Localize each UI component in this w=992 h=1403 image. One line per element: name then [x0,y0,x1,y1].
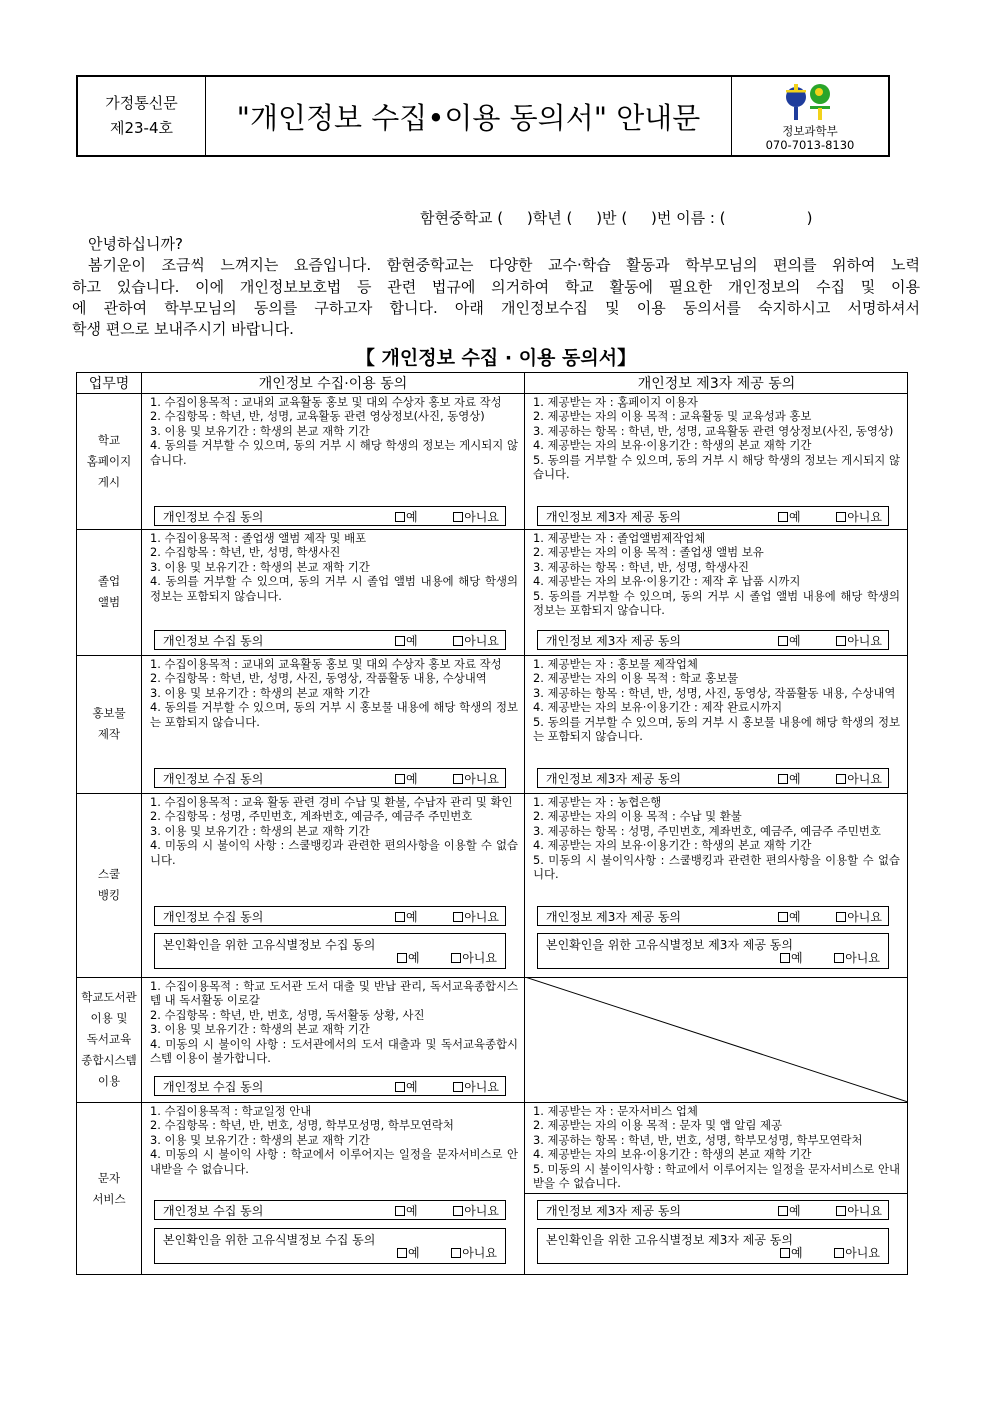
notice-type: 가정통신문 [105,94,178,112]
checkbox-box[interactable] [395,1082,405,1092]
consent-options [780,1244,880,1261]
third-party-item: 4. 제공받는 자의 보유·이용기간 : 제작 후 납품 시까지 [533,574,801,589]
checkbox-label: 아니요 [464,771,499,786]
header-task: 업무명 [88,376,130,392]
checkbox-label: 예 [406,909,418,924]
consent-checkbox-row [154,1228,506,1264]
third-party-item: 3. 제공하는 항목 : 학년, 반, 성명, 학생사진 [533,559,749,574]
checkbox-box[interactable] [395,774,405,784]
checkbox-option[interactable] [453,1078,499,1095]
checkbox-option[interactable] [836,1202,882,1219]
checkbox-label: 예 [406,1079,418,1094]
checkbox-box[interactable] [453,512,463,522]
checkbox-box[interactable] [397,953,407,963]
collect-item: 2. 수집항목 : 성명, 주민번호, 계좌번호, 예금주, 예금주 주민번호 [150,809,473,824]
not-applicable-diagonal [525,977,908,1102]
third-party-item: 3. 제공하는 항목 : 성명, 주민번호, 계좌번호, 예금주, 예금주 주민번호 [533,823,881,838]
checkbox-box[interactable] [397,1248,407,1258]
consent-checkbox-row [537,933,889,969]
checkbox-label: 아니요 [462,1246,497,1260]
intro-line-2: 하고 있습니다. 이에 개인정보보호법 등 관련 법규에 의거하여 학교 활동에 필요한 개인정보의 수집 및 이용 [72,278,920,296]
third-party-item: 5. 미동의 시 불이익사항 : 학교에서 이루어지는 일정을 문자서비스로 안내받을 수 없습니다. [533,1161,900,1191]
section-title: 【 개인정보 수집 · 이용 동의서】 [355,347,637,369]
checkbox-label: 아니요 [847,509,882,524]
third-party-item: 2. 제공받는 자의 이용 목적 : 학교 홍보물 [533,671,739,686]
collect-item: 3. 이용 및 보유기간 : 학생의 본교 재학 기간 [150,1132,370,1147]
notice-number-box [78,77,206,155]
checkbox-label: 예 [791,1246,803,1260]
collect-item: 4. 미동의 시 불이익 사항 : 학교에서 이루어지는 일정을 문자서비스로 안내받을 수 없습니다. [150,1147,518,1176]
collect-item: 3. 이용 및 보유기간 : 학생의 본교 재학 기간 [150,823,370,838]
third-party-items [533,395,900,481]
checkbox-option[interactable] [397,1244,420,1261]
checkbox-label: 아니요 [845,1246,880,1260]
checkbox-label: 예 [406,1203,418,1218]
checkbox-box[interactable] [780,953,790,963]
third-party-item: 2. 제공받는 자의 이용 목적 : 수납 및 환불 [533,809,742,824]
checkbox-box[interactable] [453,774,463,784]
consent-options [395,508,505,525]
third-party-item: 4. 제공받는 자의 보유·이용기간 : 제작 완료시까지 [533,700,783,715]
header-collect: 개인정보 수집·이용 동의 [258,376,408,392]
consent-label: 개인정보 제3자 제공 동의 [546,633,681,648]
consent-label: 본인확인을 위한 고유식별정보 제3자 제공 동의 [546,1233,793,1247]
collect-item: 1. 수집이용목적 : 학교일정 안내 [150,1104,312,1118]
consent-checkbox-row [154,768,506,788]
collect-item: 1. 수집이용목적 : 졸업생 앨범 제작 및 배포 [150,531,367,545]
checkbox-box[interactable] [395,1206,405,1216]
consent-checkbox-row [537,906,889,926]
checkbox-label: 아니요 [847,633,882,648]
checkbox-box[interactable] [395,912,405,922]
notice-header [76,75,890,157]
third-party-item: 3. 제공하는 항목 : 학년, 반, 성명, 사진, 동영상, 작품활동 내용, 수상내역 [533,685,896,700]
checkbox-option[interactable] [395,508,418,525]
intro-line-4: 학생 편으로 보내주시기 바랍니다. [72,320,294,338]
third-party-item: 3. 제공하는 항목 : 학년, 반, 성명, 교육활동 관련 영상정보(사진, 동영상) [533,423,894,438]
checkbox-label: 예 [408,951,420,965]
collect-item: 4. 동의를 거부할 수 있으며, 동의 거부 시 졸업 앨범 내용에 해당 학생의 정보는 포함되지 않습니다. [150,574,518,603]
third-party-item: 5. 동의를 거부할 수 있으며, 동의 거부 시 홍보물 내용에 해당 학생의 정보는 포함되지 않습니다. [533,714,900,744]
student-info-line: 함현중학교 ( )학년 ( )반 ( )번 이름 : ( ) [420,209,813,227]
checkbox-label: 아니요 [464,1079,499,1094]
task-name: 스쿨 뱅킹 [97,867,121,902]
third-party-item: 5. 동의를 거부할 수 있으며, 동의 거부 시 졸업 앨범 내용에 해당 학생의 정보는 포함되지 않습니다. [533,588,900,618]
consent-label: 개인정보 제3자 제공 동의 [546,771,681,786]
consent-label: 본인확인을 위한 고유식별정보 수집 동의 [163,938,376,952]
checkbox-box[interactable] [834,953,844,963]
consent-label: 개인정보 제3자 제공 동의 [546,909,681,924]
third-party-item: 4. 제공받는 자의 보유·이용기간 : 학생의 본교 재학 기간 [533,838,812,853]
checkbox-box[interactable] [395,512,405,522]
consent-checkbox-row [154,906,506,926]
consent-options [778,770,888,787]
consent-options [778,632,888,649]
checkbox-option[interactable] [834,1244,880,1261]
checkbox-option[interactable] [780,1244,803,1261]
task-name: 학교도서관 이용 및 독서교육 종합시스템 이용 [81,990,137,1088]
checkbox-label: 아니요 [845,951,880,965]
consent-checkbox-row [154,1076,506,1096]
checkbox-box[interactable] [778,512,788,522]
collect-item: 4. 미동의 시 불이익 사항 : 도서관에서의 도서 대출과 및 독서교육종합시스템 이용이 불가합니다. [150,1036,518,1066]
checkbox-box[interactable] [836,1206,846,1216]
checkbox-label: 아니요 [462,951,497,965]
consent-checkbox-row [154,506,506,526]
collect-item: 4. 동의를 거부할 수 있으며, 동의 거부 시 해당 학생의 정보는 게시되지 않습니다. [150,438,518,467]
checkbox-label: 예 [789,1203,801,1218]
checkbox-label: 예 [789,633,801,648]
collect-item: 3. 이용 및 보유기간 : 학생의 본교 재학 기간 [150,1022,370,1037]
third-party-item: 1. 제공받는 자 : 농협은행 [533,795,662,809]
consent-label: 개인정보 제3자 제공 동의 [546,509,681,524]
collect-items [150,795,518,867]
collect-items [150,531,518,603]
checkbox-box[interactable] [453,912,463,922]
greeting: 안녕하십니까? [88,235,183,253]
checkbox-label: 예 [789,509,801,524]
checkbox-label: 예 [406,771,418,786]
checkbox-box[interactable] [778,912,788,922]
collect-item: 2. 수집항목 : 학년, 반, 성명, 교육활동 관련 영상정보(사진, 동영상) [150,409,485,424]
consent-label: 개인정보 수집 동의 [163,771,264,786]
consent-label: 개인정보 수집 동의 [163,509,264,524]
consent-options [395,1202,505,1219]
checkbox-option[interactable] [836,908,882,925]
checkbox-option[interactable] [451,1244,497,1261]
checkbox-label: 예 [791,951,803,965]
task-name: 문자 서비스 [92,1171,126,1206]
checkbox-label: 예 [408,1246,420,1260]
checkbox-option[interactable] [397,949,420,966]
consent-checkbox-row [154,630,506,650]
collect-item: 1. 수집이용목적 : 학교 도서관 도서 대출 및 반납 관리, 독서교육종합시스템 내 독서활동 이로갈 [150,979,518,1008]
checkbox-option[interactable] [834,949,880,966]
checkbox-option[interactable] [453,508,499,525]
checkbox-option[interactable] [836,632,882,649]
consent-checkbox-row [154,933,506,969]
consent-label: 본인확인을 위한 고유식별정보 제3자 제공 동의 [546,938,793,952]
checkbox-label: 아니요 [464,1203,499,1218]
checkbox-option[interactable] [395,908,418,925]
checkbox-label: 예 [406,633,418,648]
collect-item: 3. 이용 및 보유기간 : 학생의 본교 재학 기간 [150,559,370,574]
page-title: "개인정보 수집•이용 동의서" 안내문 [206,77,732,155]
checkbox-option[interactable] [836,770,882,787]
consent-label: 개인정보 수집 동의 [163,1203,264,1218]
checkbox-box[interactable] [836,636,846,646]
consent-options [778,508,888,525]
checkbox-label: 예 [406,509,418,524]
checkbox-option[interactable] [778,1202,801,1219]
checkbox-option[interactable] [395,632,418,649]
consent-label: 본인확인을 위한 고유식별정보 수집 동의 [163,1233,376,1247]
collect-items [150,1104,518,1176]
task-name: 학교 홈페이지 게시 [86,432,132,489]
collect-items [150,395,518,467]
checkbox-box[interactable] [453,636,463,646]
task-name: 졸업 앨범 [97,574,121,609]
consent-checkbox-row [537,1228,889,1264]
checkbox-label: 아니요 [847,909,882,924]
collect-item: 3. 이용 및 보유기간 : 학생의 본교 재학 기간 [150,423,370,438]
consent-checkbox-row [537,506,889,526]
checkbox-box[interactable] [836,512,846,522]
consent-options [395,632,505,649]
third-party-item: 1. 제공받는 자 : 졸업앨범제작업체 [533,531,706,545]
checkbox-option[interactable] [778,908,801,925]
third-party-item: 3. 제공하는 항목 : 학년, 반, 번호, 성명, 학부모성명, 학부모연락처 [533,1132,863,1147]
checkbox-box[interactable] [834,1248,844,1258]
checkbox-option[interactable] [453,908,499,925]
third-party-item: 2. 제공받는 자의 이용 목적 : 문자 및 앱 알림 제공 [533,1118,782,1133]
school-logo-box [732,77,888,155]
collect-item: 2. 수집항목 : 학년, 반, 번호, 성명, 학부모성명, 학부모연락처 [150,1118,454,1133]
consent-options [397,1244,497,1261]
third-party-item: 1. 제공받는 자 : 홍보물 제작업체 [533,657,698,671]
consent-options [395,770,505,787]
consent-table [76,372,908,1275]
collect-item: 1. 수집이용목적 : 교내외 교육활동 홍보 및 대외 수상자 홍보 자료 작성 [150,395,502,409]
checkbox-box[interactable] [453,1082,463,1092]
collect-items [150,979,518,1065]
collect-item: 2. 수집항목 : 학년, 반, 번호, 성명, 독서활동 상황, 사진 [150,1007,425,1022]
checkbox-box[interactable] [453,1206,463,1216]
checkbox-option[interactable] [836,508,882,525]
department-phone: 070-7013-8130 [765,138,855,152]
collect-item: 4. 동의를 거부할 수 있으며, 동의 거부 시 홍보물 내용에 해당 학생의 정보는 포함되지 않습니다. [150,700,518,729]
department-name: 정보과학부 [782,124,838,138]
checkbox-label: 아니요 [847,1203,882,1218]
checkbox-box[interactable] [836,774,846,784]
consent-options [395,908,505,925]
checkbox-option[interactable] [780,949,803,966]
collect-item: 2. 수집항목 : 학년, 반, 성명, 학생사진 [150,545,341,560]
consent-label: 개인정보 수집 동의 [163,909,264,924]
third-party-item: 2. 제공받는 자의 이용 목적 : 교육활동 및 교육성과 홍보 [533,409,812,424]
consent-checkbox-row [537,630,889,650]
checkbox-option[interactable] [395,1202,418,1219]
consent-label: 개인정보 수집 동의 [163,633,264,648]
third-party-items [533,1104,900,1190]
collect-item: 2. 수집항목 : 학년, 반, 성명, 사진, 동영상, 작품활동 내용, 수상내역 [150,671,487,686]
checkbox-box[interactable] [778,1206,788,1216]
consent-options [397,949,497,966]
checkbox-label: 아니요 [464,509,499,524]
third-party-items [533,657,900,743]
third-party-item: 4. 제공받는 자의 보유·이용기간 : 학생의 본교 재학 기간 [533,1147,812,1162]
consent-options [778,1202,888,1219]
consent-checkbox-row [537,1200,889,1220]
consent-label: 개인정보 제3자 제공 동의 [546,1203,681,1218]
collect-items [150,657,518,729]
checkbox-option[interactable] [453,770,499,787]
notice-number: 제23-4호 [109,119,174,137]
checkbox-option[interactable] [778,770,801,787]
collect-item: 4. 미동의 시 불이익 사항 : 스쿨뱅킹과 관련한 편의사항을 이용할 수 없습니다. [150,838,518,867]
collect-item: 1. 수집이용목적 : 교육 활동 관련 경비 수납 및 환불, 수납자 관리 및 확인 [150,795,513,809]
collect-item: 1. 수집이용목적 : 교내외 교육활동 홍보 및 대외 수상자 홍보 자료 작성 [150,657,502,671]
checkbox-box[interactable] [780,1248,790,1258]
third-party-items [533,531,900,617]
school-logo-icon [782,80,838,124]
third-party-items [533,795,900,881]
checkbox-option[interactable] [778,632,801,649]
checkbox-option[interactable] [453,632,499,649]
checkbox-label: 아니요 [464,909,499,924]
consent-checkbox-row [537,768,889,788]
checkbox-box[interactable] [451,953,461,963]
checkbox-option[interactable] [395,770,418,787]
checkbox-box[interactable] [451,1248,461,1258]
third-party-item: 5. 미동의 시 불이익사항 : 스쿨뱅킹과 관련한 편의사항을 이용할 수 없습니다. [533,852,900,882]
consent-options [778,908,888,925]
checkbox-label: 아니요 [847,771,882,786]
checkbox-box[interactable] [778,636,788,646]
collect-item: 3. 이용 및 보유기간 : 학생의 본교 재학 기간 [150,685,370,700]
third-party-item: 2. 제공받는 자의 이용 목적 : 졸업생 앨범 보유 [533,545,764,560]
checkbox-box[interactable] [778,774,788,784]
consent-options [395,1078,505,1095]
checkbox-label: 예 [789,771,801,786]
task-name: 홍보물 제작 [92,706,126,741]
checkbox-box[interactable] [836,912,846,922]
checkbox-box[interactable] [395,636,405,646]
consent-checkbox-row [154,1200,506,1220]
third-party-item: 1. 제공받는 자 : 문자서비스 업체 [533,1104,698,1118]
intro-line-3: 에 관하여 학부모님의 동의를 구하고자 합니다. 아래 개인정보수집 및 이용 동의서를 숙지하시고 서명하셔서 [72,299,920,317]
checkbox-label: 아니요 [464,633,499,648]
consent-label: 개인정보 수집 동의 [163,1079,264,1094]
header-third: 개인정보 제3자 제공 동의 [637,376,796,392]
checkbox-option[interactable] [453,1202,499,1219]
third-party-item: 4. 제공받는 자의 보유·이용기간 : 학생의 본교 재학 기간 [533,438,812,453]
checkbox-option[interactable] [778,508,801,525]
third-party-item: 5. 동의를 거부할 수 있으며, 동의 거부 시 해당 학생의 정보는 게시되지 않습니다. [533,452,900,482]
checkbox-option[interactable] [451,949,497,966]
intro-line-1: 봄기운이 조금씩 느껴지는 요즘입니다. 함현중학교는 다양한 교수·학습 활동과 학부모님의 편의를 위하여 노력 [88,256,920,274]
third-party-item: 1. 제공받는 자 : 홈페이지 이용자 [533,395,698,409]
consent-options [780,949,880,966]
checkbox-label: 예 [789,909,801,924]
checkbox-option[interactable] [395,1078,418,1095]
